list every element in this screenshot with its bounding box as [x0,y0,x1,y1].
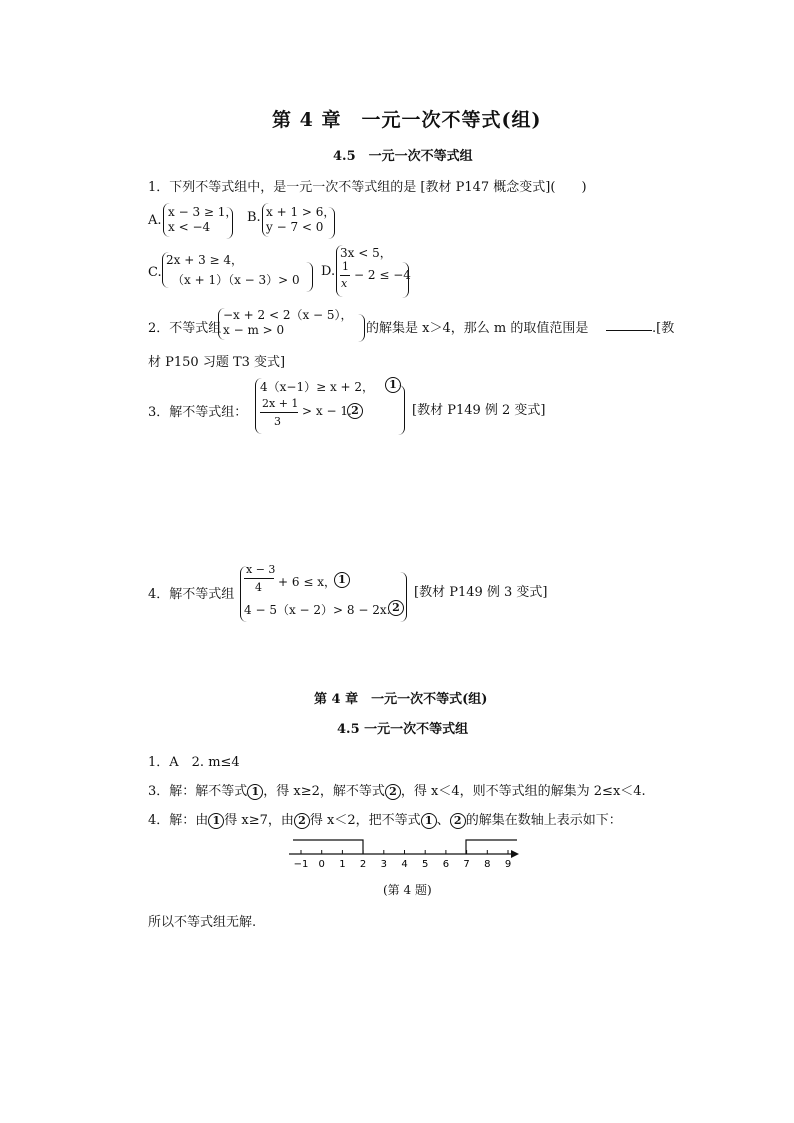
q1-a-line2: x < −4 [168,220,211,234]
q4-frac-den: 4 [255,581,262,594]
tick-label: 9 [504,859,512,870]
solution-left-bracket [293,840,363,854]
section-title: 4.5 一元一次不等式组 [333,149,473,164]
q2-line1: −x + 2 < 2（x − 5）， [223,308,353,322]
number-line-figure [285,834,525,874]
tick-label: 5 [422,859,429,870]
figure-caption: (第 4 题) [383,883,432,897]
answer-3-part-b: ，得 x≥2，解不等式 [263,784,385,799]
q1-b-line1: x + 1 > 6， [266,205,336,219]
q4-prefix: 4．解不等式组 [148,587,235,602]
tick-label: −1 [293,859,309,870]
q1-b-label: B. [247,210,261,225]
answer-3-part-a: 3．解：解不等式 [148,784,248,799]
q1-c-label: C. [148,265,162,280]
q1-c-line1: 2x + 3 ≥ 4， [166,253,244,267]
number-line-arrow [511,850,519,858]
page-title: 第 4 章 一元一次不等式(组) [272,109,542,131]
tick-label: 2 [359,859,367,870]
q4-ref: [教材 P149 例 3 变式] [414,585,548,600]
tick-label: 1 [339,859,346,870]
q2-suffix: 的解集是 x＞4，那么 m 的取值范围是 [366,321,589,336]
answer-3 [148,780,646,800]
q3-frac-den: 3 [274,415,281,428]
answer-4-part-a: 4．解：由 [148,813,209,828]
q1-d-line1: 3x < 5， [340,246,392,260]
q1-d-label: D. [321,264,336,279]
tick-label: 6 [442,859,450,870]
q1-stem: 1．下列不等式组中，是一元一次不等式组的是 [教材 P147 概念变式]( ) [148,180,587,195]
answer-1-2: 1．A 2. m≤4 [148,755,240,770]
answer-4-part-e: 的解集在数轴上表示如下： [465,813,622,828]
q4-mark-2: 2 [388,600,404,616]
q2-tail: .[教 [652,321,675,336]
q4-line1-rest: + 6 ≤ x， [278,575,336,589]
q3-line1: 4（x−1）≥ x + 2， [260,380,375,394]
q4-mark-1: 1 [334,572,350,588]
answer-3-part-c: ，得 x＜4，则不等式组的解集为 2≤x＜4. [400,784,646,799]
q1-d-frac-num: 1 [342,260,349,273]
answer-3-mark-2: 2 [385,784,401,800]
q1-a-line1: x − 3 ≥ 1， [168,205,238,219]
answer-4-mark-1a: 1 [208,813,224,829]
q4-line2: 4 − 5（x − 2）> 8 − 2x. [244,603,391,617]
q3-line2-rest: > x − 1. [302,404,352,418]
q1-d-frac-den: x [341,277,348,290]
tick-label: 0 [318,859,325,870]
q3-frac-num: 2x + 1 [262,397,299,410]
answer-4-mark-2a: 2 [294,813,310,829]
answer-4-part-b: 得 x≥7，由 [224,813,294,828]
tick-label: 7 [463,859,470,870]
tick-label: 8 [484,859,491,870]
number-line-ticks [294,850,512,870]
answer-4 [148,809,622,829]
q3-prefix: 3．解不等式组： [148,405,248,420]
q1-d-frac-line [340,275,350,276]
q1-b-line2: y − 7 < 0 [266,220,324,234]
conclusion: 所以不等式组无解. [148,915,257,930]
q1-d-line2-rest: − 2 ≤ −4 [354,268,411,282]
q1-c-brace-right [306,262,313,292]
answer-4-part-c: 得 x＜2，把不等式 [309,813,421,828]
q2-line-2: 材 P150 习题 T3 变式] [148,355,286,370]
q3-brace-right [398,385,405,435]
q1-c-line2: （x + 1）（x − 3）> 0 [172,273,300,287]
q1-b-brace-right [328,207,335,239]
q3-frac-line [260,412,298,413]
q2-line2: x − m > 0 [223,323,285,337]
q1-d-brace-right [402,262,409,298]
answer-4-mark-2b: 2 [450,813,466,829]
answers-title: 第 4 章 一元一次不等式(组) [314,692,488,707]
q1-a-brace-right [226,207,233,239]
q4-frac-line [244,578,274,579]
q2-answer-blank [606,330,652,331]
tick-label: 4 [401,859,408,870]
solution-right-bracket [466,840,517,854]
q4-frac-num: x − 3 [246,563,276,576]
answer-4-mark-1b: 1 [421,813,437,829]
q3-mark-1: 1 [385,377,401,393]
q3-ref: [教材 P149 例 2 变式] [412,403,546,418]
answer-3-mark-1: 1 [247,784,263,800]
q3-mark-2: 2 [347,403,363,419]
q4-brace-right [400,572,407,622]
answers-section: 4.5 一元一次不等式组 [337,722,469,737]
q1-a-label: A. [148,213,162,228]
tick-label: 3 [380,859,387,870]
q2-brace-right [358,314,365,342]
q2-prefix: 2．不等式组 [148,321,222,336]
answer-4-part-d: 、 [436,813,450,828]
